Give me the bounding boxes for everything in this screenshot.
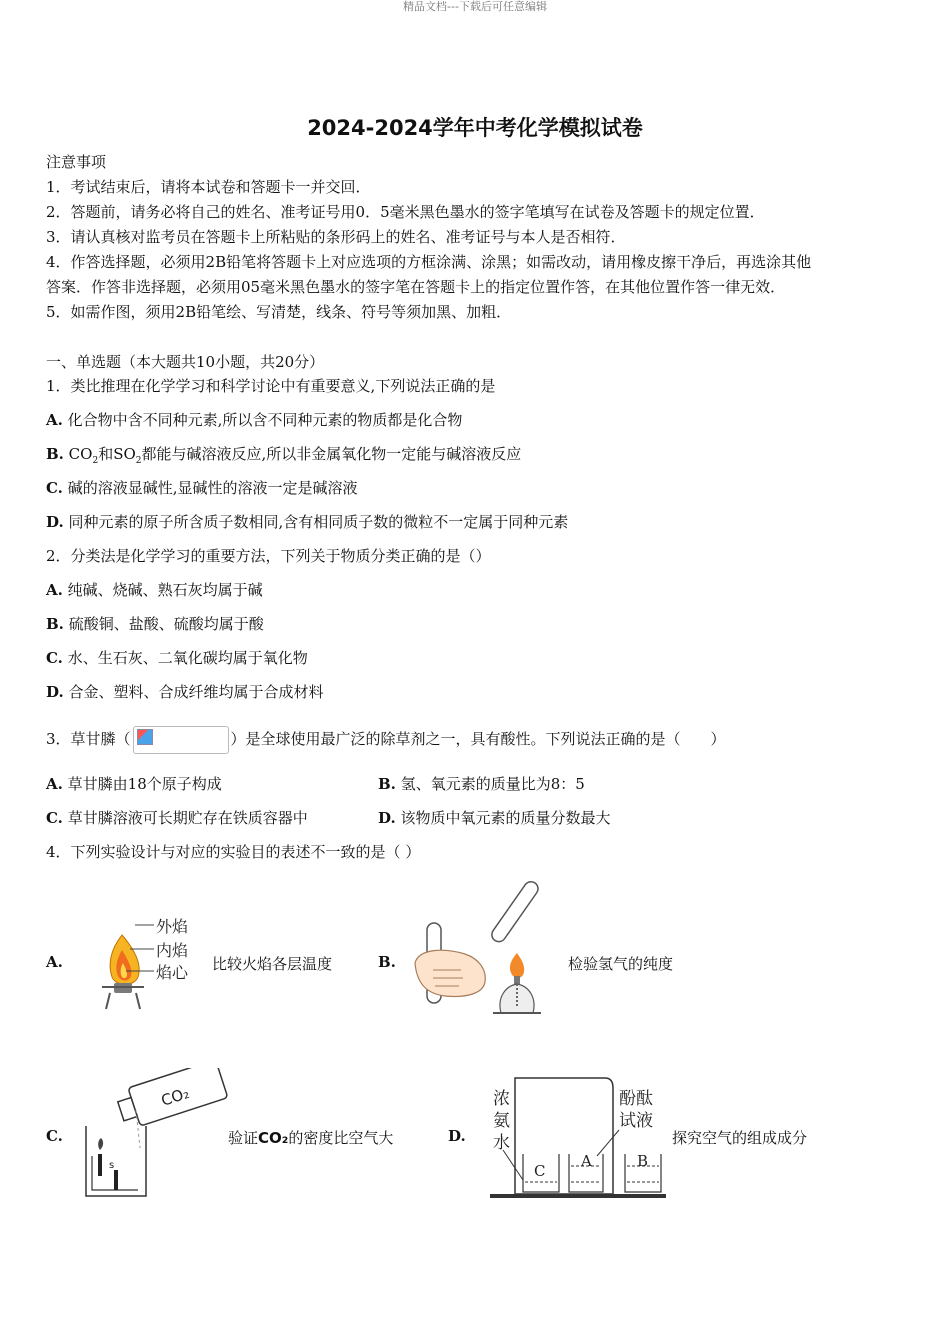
notice-item: 4．作答选择题，必须用2B铅笔将答题卡上对应选项的方框涂满、涂黑；如需改动，请用橡皮擦干净后，再选涂其他 [46, 253, 812, 271]
flame-layers-figure [80, 905, 210, 1015]
ammonia-label-1: 浓 [493, 1089, 510, 1109]
q4-label-a: A. [46, 953, 63, 971]
flame-label-core: 焰心 [156, 963, 189, 982]
co2-bottle-label: CO₂ [158, 1083, 192, 1110]
page-header: 精品文档---下载后可任意编辑 [403, 0, 547, 13]
q3-option-a: A. 草甘膦由18个原子构成 [46, 775, 222, 793]
q3-option-b: B. 氢、氧元素的质量比为8：5 [378, 775, 585, 793]
q2-option-a: A. 纯碱、烧碱、熟石灰均属于碱 [46, 581, 263, 599]
notice-item: 5．如需作图，须用2B铅笔绘、写清楚，线条、符号等须加黑、加粗． [46, 303, 512, 321]
q1-option-b: B. $CO_2$和$SO_2$都能与碱溶液反应,所以非金属氧化物一定能与碱溶液反应 [46, 445, 522, 466]
q3-stem: 3．草甘膦（ ）是全球使用最广泛的除草剂之一，具有酸性。下列说法正确的是（ ） [46, 726, 726, 754]
q4-option-a-text: 比较火焰各层温度 [212, 955, 333, 973]
q3-option-c: C. 草甘膦溶液可长期贮存在铁质容器中 [46, 809, 308, 827]
notice-item: 3．请认真核对监考员在答题卡上所粘贴的条形码上的姓名、准考证号与本人是否相符． [46, 228, 626, 246]
hydrogen-purity-figure [405, 878, 565, 1018]
structure-image-placeholder [133, 726, 229, 754]
q3-option-d: D. 该物质中氧元素的质量分数最大 [378, 809, 611, 827]
q1-stem: 1．类比推理在化学学习和科学讨论中有重要意义,下列说法正确的是 [46, 377, 496, 395]
q2-option-c: C. 水、生石灰、二氧化碳均属于氧化物 [46, 649, 308, 667]
q4-option-b-text: 检验氢气的纯度 [568, 955, 674, 973]
notice-heading: 注意事项 [46, 153, 107, 171]
beaker-label-a: A [581, 1152, 592, 1170]
co2-density-figure [78, 1068, 228, 1203]
section-heading: 一、单选题（本大题共10小题，共20分） [46, 353, 325, 371]
beaker-label-c: C [534, 1162, 546, 1180]
page-title: 2024-2024学年中考化学模拟试卷 [307, 116, 643, 140]
q2-stem: 2．分类法是化学学习的重要方法，下列关于物质分类正确的是（） [46, 547, 491, 565]
q4-label-c: C. [46, 1127, 63, 1145]
q1-option-a: A. 化合物中含不同种元素,所以含不同种元素的物质都是化合物 [46, 411, 463, 429]
broken-image-icon [137, 729, 153, 745]
q4-label-d: D. [448, 1127, 466, 1145]
phenol-label-2: 试液 [619, 1111, 653, 1131]
q2-option-d: D. 合金、塑料、合成纤维均属于合成材料 [46, 683, 324, 701]
notice-item: 答案．作答非选择题，必须用05毫米黑色墨水的签字笔在答题卡上的指定位置作答，在其他位置作答一律无效． [46, 278, 786, 296]
svg-text:s: s [109, 1160, 115, 1171]
beaker-label-b: B [637, 1152, 649, 1170]
q2-option-b: B. 硫酸铜、盐酸、硫酸均属于酸 [46, 615, 264, 633]
notice-item: 2．答题前，请务必将自己的姓名、准考证号用0．5毫米黑色墨水的签字笔填写在试卷及答题卡的规定位置． [46, 203, 765, 221]
q1-option-d: D. 同种元素的原子所含质子数相同,含有相同质子数的微粒不一定属于同种元素 [46, 513, 569, 531]
ammonia-diffusion-figure [485, 1070, 670, 1205]
q4-stem: 4．下列实验设计与对应的实验目的表述不一致的是（ ） [46, 843, 421, 861]
q1-option-c: C. 碱的溶液显碱性,显碱性的溶液一定是碱溶液 [46, 479, 358, 497]
phenol-label-1: 酚酞 [619, 1089, 653, 1109]
ammonia-label-2: 氨 [493, 1111, 510, 1131]
q4-option-c-text: 验证CO₂的密度比空气大 [228, 1129, 394, 1147]
flame-label-inner: 内焰 [156, 941, 189, 960]
q4-option-d-text: 探究空气的组成成分 [672, 1129, 808, 1147]
ammonia-label-3: 水 [493, 1133, 510, 1153]
q4-label-b: B. [378, 953, 396, 971]
notice-item: 1．考试结束后，请将本试卷和答题卡一并交回． [46, 178, 371, 196]
flame-label-outer: 外焰 [156, 917, 189, 936]
